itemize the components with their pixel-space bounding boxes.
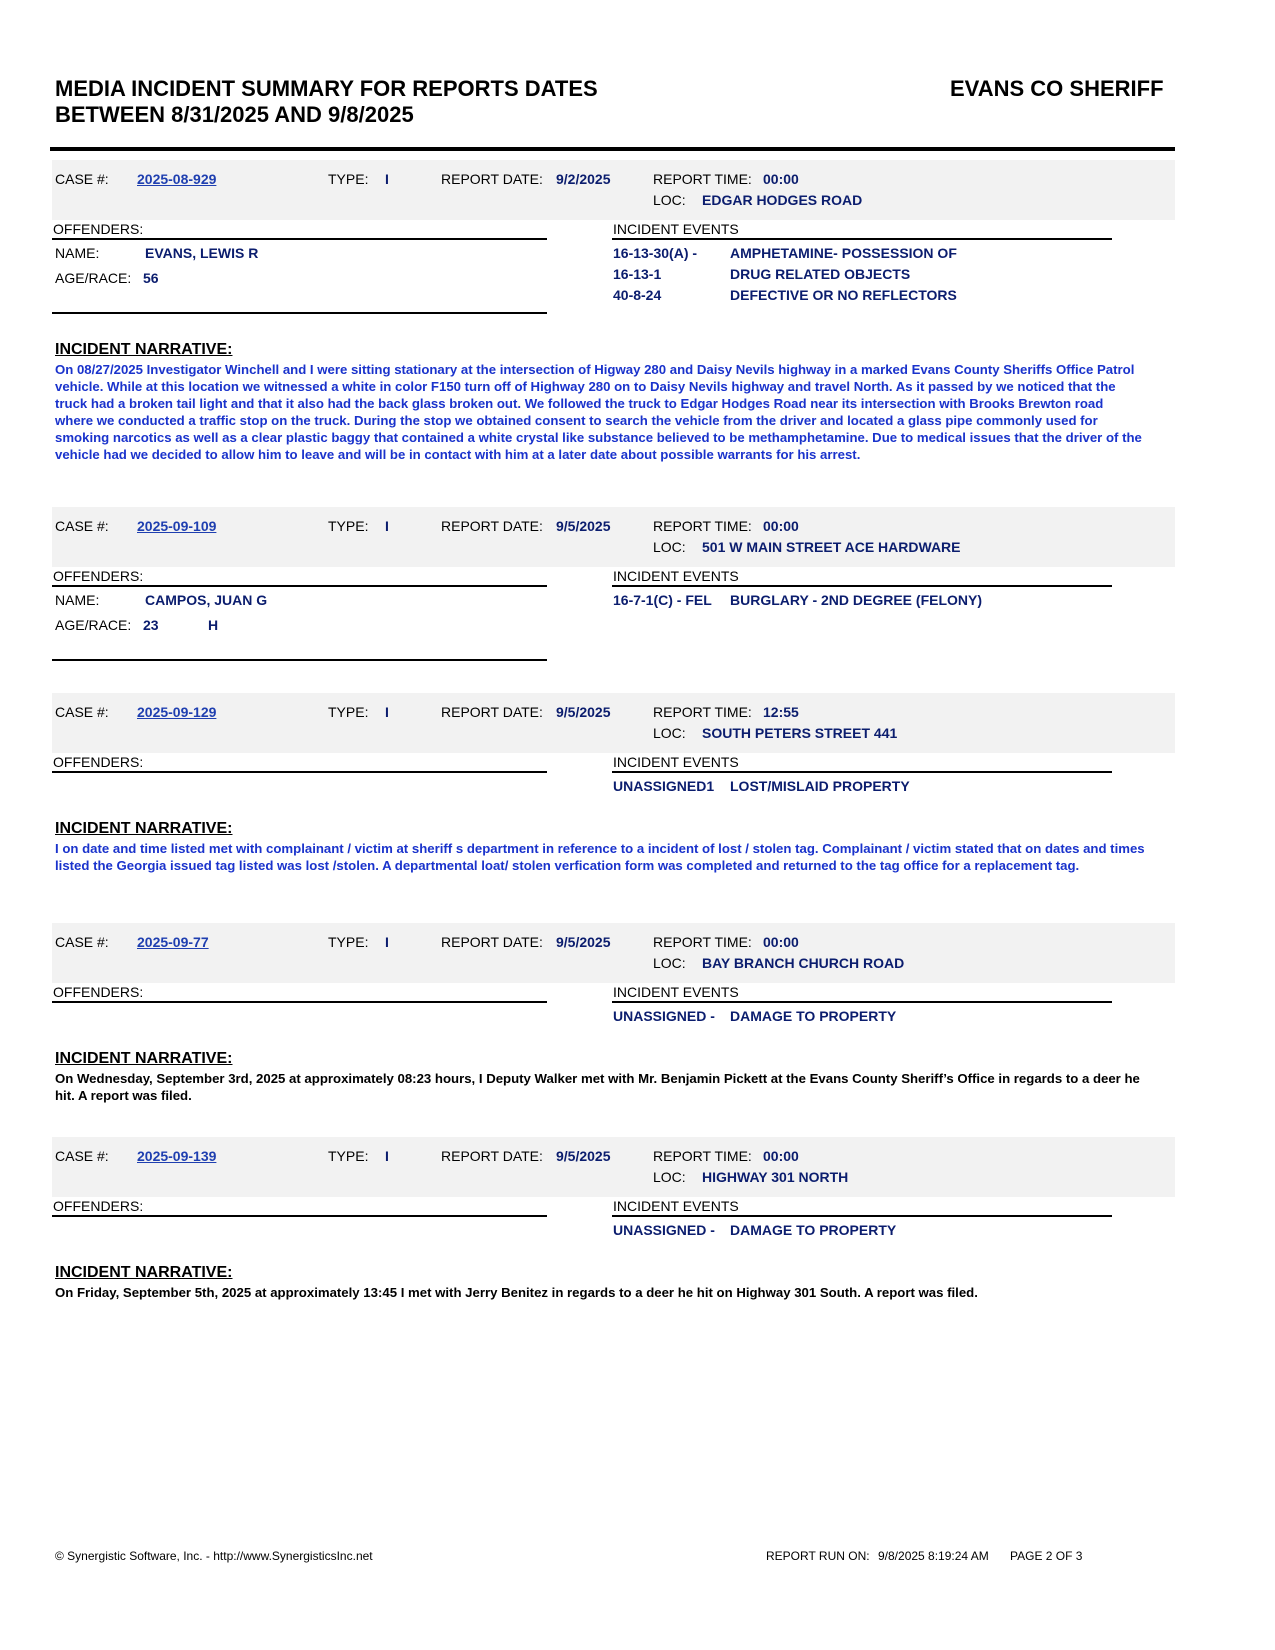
offenders-label: OFFENDERS: [53,1198,144,1214]
type-value: I [385,704,389,720]
case-number-label: CASE #: [55,1148,109,1164]
location-value: EDGAR HODGES ROAD [702,192,863,208]
case-number-label: CASE #: [55,704,109,720]
event-description: AMPHETAMINE- POSSESSION OF [730,245,957,261]
report-time-value: 00:00 [763,1148,799,1164]
offender-age-race-label: AGE/RACE: [55,617,132,633]
event-description: DRUG RELATED OBJECTS [730,266,911,282]
report-date-label: REPORT DATE: [441,1148,543,1164]
case-header-band [52,160,1175,220]
incident-events-underline [612,771,1112,773]
offender-age-race-label: AGE/RACE: [55,270,132,286]
offenders-underline [52,771,547,773]
offender-age-value: 23 [143,617,159,633]
case-header-band [52,693,1175,753]
footer-copyright: © Synergistic Software, Inc. - http://www.SynergisticsInc.net [55,1549,373,1563]
type-label: TYPE: [328,934,369,950]
location-value: 501 W MAIN STREET ACE HARDWARE [702,539,961,555]
incident-events-label: INCIDENT EVENTS [613,1198,739,1214]
event-code: UNASSIGNED - [613,1008,715,1024]
event-code: 16-13-30(A) - [613,245,698,261]
report-date-label: REPORT DATE: [441,518,543,534]
report-time-value: 00:00 [763,171,799,187]
report-time-value: 00:00 [763,518,799,534]
report-title-line2: BETWEEN 8/31/2025 AND 9/8/2025 [55,102,414,127]
case-number-label: CASE #: [55,171,109,187]
report-date-label: REPORT DATE: [441,704,543,720]
event-description: DAMAGE TO PROPERTY [730,1222,897,1238]
offender-age-value: 56 [143,270,159,286]
incident-events-underline [612,585,1112,587]
report-time-value: 12:55 [763,704,799,720]
incident-events-label: INCIDENT EVENTS [613,568,739,584]
type-label: TYPE: [328,1148,369,1164]
location-label: LOC: [653,539,686,555]
case-number-link[interactable]: 2025-08-929 [137,171,217,187]
report-time-value: 00:00 [763,934,799,950]
incident-narrative-heading: INCIDENT NARRATIVE: [55,1264,233,1281]
offenders-underline [52,585,547,587]
report-time-label: REPORT TIME: [653,704,752,720]
incident-events-label: INCIDENT EVENTS [613,754,739,770]
incident-events-underline [612,1215,1112,1217]
report-time-label: REPORT TIME: [653,934,752,950]
event-code: UNASSIGNED1 [613,778,715,794]
type-value: I [385,518,389,534]
footer-page-number: PAGE 2 OF 3 [1010,1549,1083,1563]
report-date-label: REPORT DATE: [441,171,543,187]
location-label: LOC: [653,192,686,208]
offender-race-value: H [208,617,219,633]
report-date-value: 9/5/2025 [556,704,611,720]
incident-events-underline [612,238,1112,240]
offenders-label: OFFENDERS: [53,984,144,1000]
incident-narrative-heading: INCIDENT NARRATIVE: [55,820,233,837]
report-time-label: REPORT TIME: [653,1148,752,1164]
incident-events-label: INCIDENT EVENTS [613,221,739,237]
case-number-label: CASE #: [55,518,109,534]
offenders-label: OFFENDERS: [53,754,144,770]
incident-narrative-text: On 08/27/2025 Investigator Winchell and I were sitting stationary at the intersection of Higway 280 and Daisy Nevils highway in a marked Evans County Sheriffs Office Patrol vehicle. While at this location we witnessed a white in color F150 turn off of Highway 280 on to Daisy Nevils highway and travel North. As it passed by we noticed that the truck had a broken tail light and that it also had the back glass broken out. We followed the truck to Edgar Hodges Road near its intersection with Brooks Brewton road where we conducted a traffic stop on the truck. During the stop we obtained consent to search the vehicle from the driver and located a glass pipe commonly used for smoking narcotics as well as a clear plastic baggy that contained a white crystal like substance believed to be methamphetamine. Due to medical issues that the driver of the vehicle had we decided to allow him to leave and will be in contact with him at a later date about possible warrants for his arrest. [55,362,1142,462]
report-date-value: 9/5/2025 [556,1148,611,1164]
incident-narrative-text: I on date and time listed met with complainant / victim at sheriff s department in reference to a incident of lost / stolen tag. Complainant / victim stated that on dates and times listed the Georgia issued tag listed was lost /stolen. A departmental loat/ stolen verfication form was completed and returned to the tag office for a replacement tag. [55,841,1145,873]
event-description: LOST/MISLAID PROPERTY [730,778,910,794]
offenders-underline [52,238,547,240]
offenders-bottom-line [52,659,547,661]
footer-report-run-value: 9/8/2025 8:19:24 AM [878,1549,989,1563]
case-number-link[interactable]: 2025-09-109 [137,518,217,534]
offenders-underline [52,1001,547,1003]
location-label: LOC: [653,1169,686,1185]
type-value: I [385,1148,389,1164]
report-date-value: 9/5/2025 [556,518,611,534]
incident-events-underline [612,1001,1112,1003]
incident-narrative-text: On Friday, September 5th, 2025 at approximately 13:45 I met with Jerry Benitez in regards to a deer he hit on Highway 301 South. A report was filed. [55,1285,978,1300]
offenders-label: OFFENDERS: [53,568,144,584]
offender-name-label: NAME: [55,592,100,608]
type-label: TYPE: [328,704,369,720]
incident-narrative-heading: INCIDENT NARRATIVE: [55,341,233,358]
offender-name-value: CAMPOS, JUAN G [145,592,268,608]
case-number-link[interactable]: 2025-09-77 [137,934,209,950]
event-code: 16-13-1 [613,266,662,282]
agency-name: EVANS CO SHERIFF [950,76,1164,101]
report-title [55,76,598,128]
incident-narrative-text: On Wednesday, September 3rd, 2025 at approximately 08:23 hours, I Deputy Walker met with Mr. Benjamin Pickett at the Evans County Sheriff’s Office in regards to a deer he hit. A report was filed. [55,1071,1140,1103]
location-label: LOC: [653,955,686,971]
incident-events-label: INCIDENT EVENTS [613,984,739,1000]
report-date-label: REPORT DATE: [441,934,543,950]
report-date-value: 9/5/2025 [556,934,611,950]
case-number-label: CASE #: [55,934,109,950]
offenders-label: OFFENDERS: [53,221,144,237]
location-value: BAY BRANCH CHURCH ROAD [702,955,905,971]
case-number-link[interactable]: 2025-09-129 [137,704,217,720]
header-divider [50,147,1175,151]
case-header-band [52,507,1175,567]
type-value: I [385,171,389,187]
location-value: HIGHWAY 301 NORTH [702,1169,849,1185]
report-title-line1: MEDIA INCIDENT SUMMARY FOR REPORTS DATES [55,76,598,101]
incident-narrative-heading: INCIDENT NARRATIVE: [55,1050,233,1067]
report-time-label: REPORT TIME: [653,171,752,187]
offender-name-value: EVANS, LEWIS R [145,245,259,261]
location-value: SOUTH PETERS STREET 441 [702,725,898,741]
offenders-bottom-line [52,312,547,314]
event-code: 16-7-1(C) - FEL [613,592,712,608]
event-code: UNASSIGNED - [613,1222,715,1238]
report-time-label: REPORT TIME: [653,518,752,534]
footer-report-run-label: REPORT RUN ON: [766,1549,870,1563]
report-date-value: 9/2/2025 [556,171,611,187]
location-label: LOC: [653,725,686,741]
case-header-band [52,923,1175,983]
event-description: DEFECTIVE OR NO REFLECTORS [730,287,957,303]
type-value: I [385,934,389,950]
offenders-underline [52,1215,547,1217]
event-description: BURGLARY - 2ND DEGREE (FELONY) [730,592,983,608]
case-number-link[interactable]: 2025-09-139 [137,1148,217,1164]
case-header-band [52,1137,1175,1197]
type-label: TYPE: [328,518,369,534]
offender-name-label: NAME: [55,245,100,261]
type-label: TYPE: [328,171,369,187]
event-description: DAMAGE TO PROPERTY [730,1008,897,1024]
event-code: 40-8-24 [613,287,662,303]
